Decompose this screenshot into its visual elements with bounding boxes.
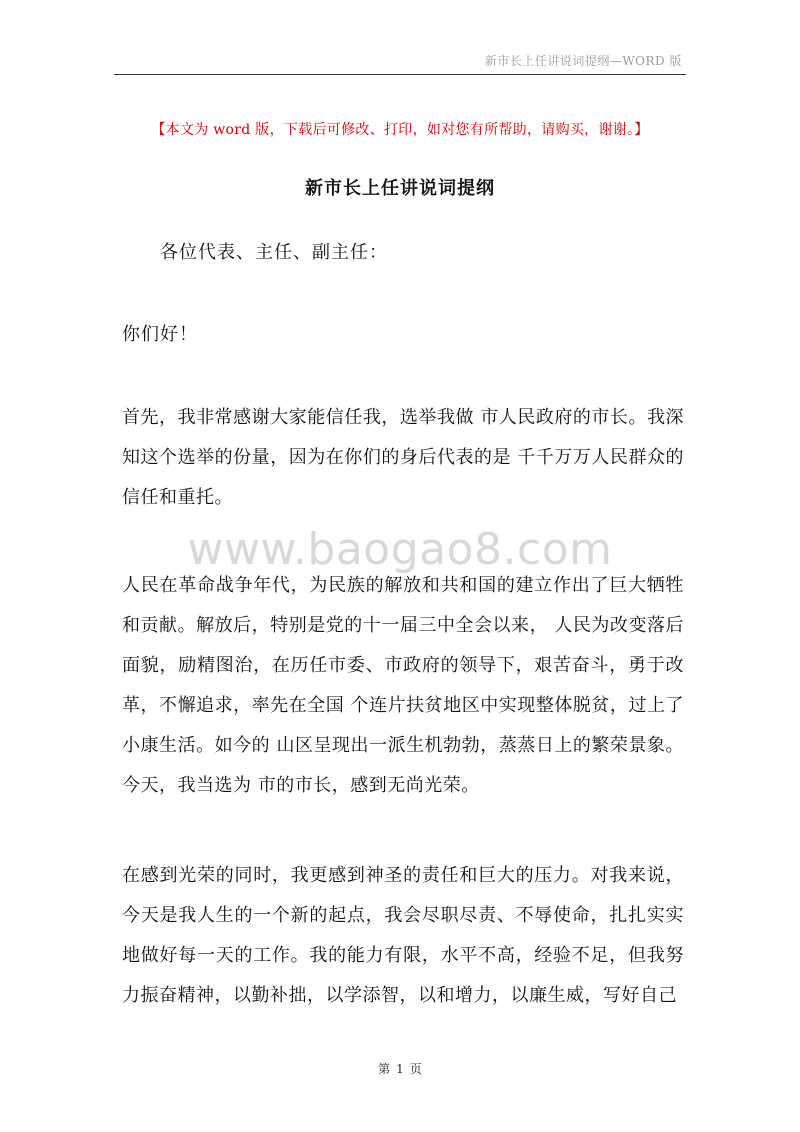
body-paragraph-3: 在感到光荣的同时，我更感到神圣的责任和巨大的压力。对我来说，今天是我人生的一个新的起点，我会尽职尽责、不辱使命，扎扎实实地做好每一天的工作。我的能力有限，水平不高，经验不足，但我努力振奋精神，以勤补拙，以学添智，以和增力，以廉生威，写好自己 [122, 865, 684, 1006]
body-paragraph-1: 首先，我非常感谢大家能信任我，选举我做 市人民政府的市长。我深知这个选举的份量，因为在你们的身后代表的是 千千万万人民群众的信任和重托。 [122, 407, 684, 508]
body-paragraph-2: 人民在革命战争年代，为民族的解放和共和国的建立作出了巨大牺牲和贡献。解放后，特别是党的十一届三中全会以来， 人民为改变落后面貌，励精图治，在历任市委、市政府的领导下，艰苦奋斗，勇于改革，不懈追求，率先在全国 个连片扶贫地区中实现整体脱贫，过上了小康生活。如今的 山区呈现出一派生机勃勃，蒸蒸日上的繁荣景象。今天，我当选为 市的市长，感到无尚光荣。 [122, 575, 684, 796]
page-number: 1 [396, 1062, 404, 1076]
page-footer [0, 1060, 800, 1077]
running-header: 新市长上任讲说词提纲—WORD 版 [484, 54, 682, 68]
page-prefix: 第 [378, 1062, 391, 1076]
purchase-notice: 【本文为 word 版，下载后可修改、打印，如对您有所帮助，请购买，谢谢。】 [151, 122, 649, 138]
salutation: 各位代表、主任、副主任： [160, 242, 388, 263]
page-suffix: 页 [409, 1062, 422, 1076]
header-divider [114, 74, 686, 75]
greeting: 你们好！ [122, 324, 198, 345]
document-title: 新市长上任讲说词提纲 [305, 178, 495, 199]
watermark: www.baogao8.com [187, 524, 613, 575]
